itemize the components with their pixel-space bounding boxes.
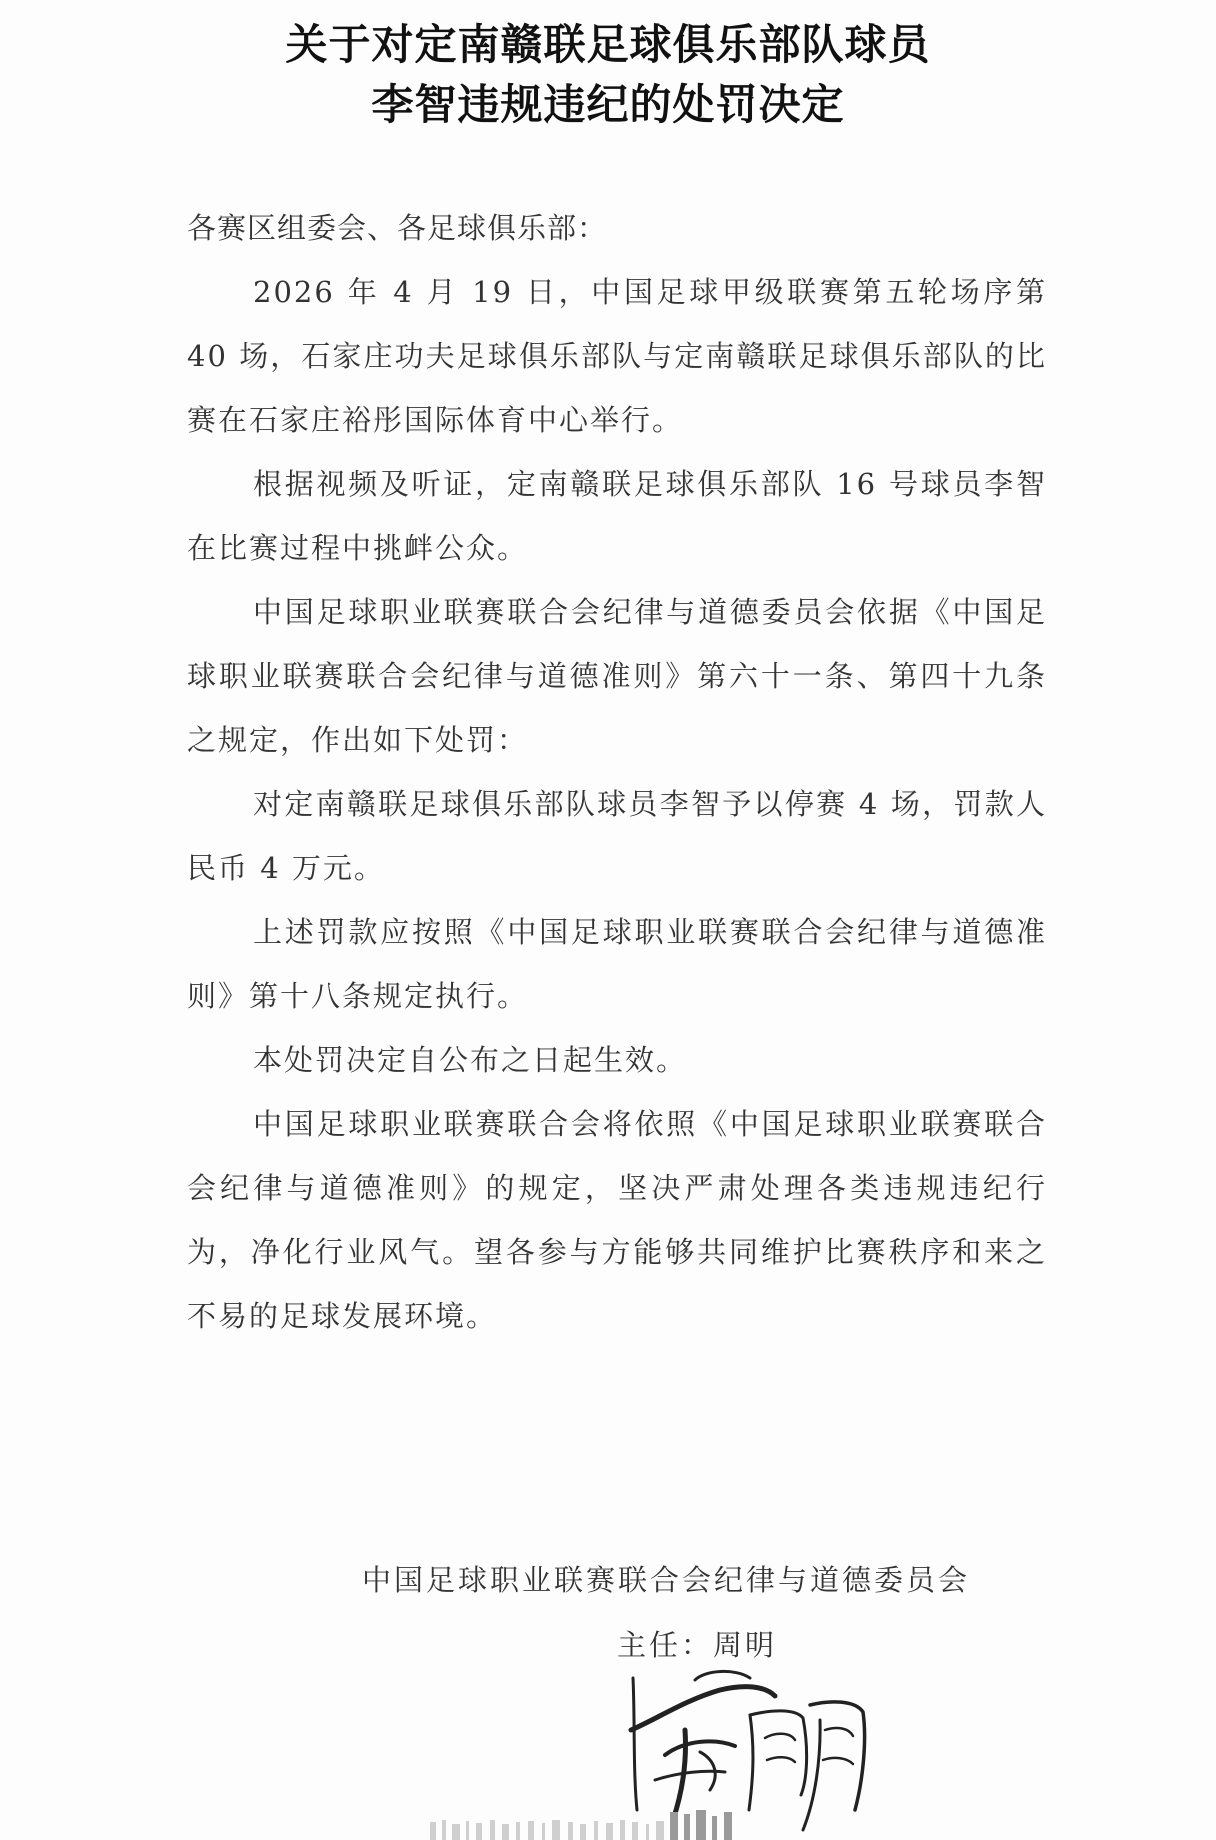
document-body	[187, 196, 1047, 1348]
paragraph-fine-execution: 上述罚款应按照《中国足球职业联赛联合会纪律与道德准则》第十八条规定执行。	[187, 915, 1047, 1013]
stamp-fragment-icon	[420, 1800, 820, 1840]
issuer-name: 中国足球职业联赛联合会纪律与道德委员会	[362, 1563, 971, 1597]
director-name: 主任：周明	[617, 1628, 778, 1662]
document-title-line-1: 关于对定南赣联足球俱乐部队球员	[285, 20, 931, 69]
paragraph-penalty: 对定南赣联足球俱乐部队球员李智予以停赛 4 场，罚款人民币 4 万元。	[187, 787, 1047, 885]
document-title-line-2: 李智违规违纪的处罚决定	[371, 80, 845, 129]
paragraph-legal-basis: 中国足球职业联赛联合会纪律与道德委员会依据《中国足球职业联赛联合会纪律与道德准则》第六十一条、第四十九条之规定，作出如下处罚：	[187, 595, 1047, 757]
salutation: 各赛区组委会、各足球俱乐部：	[187, 211, 608, 245]
paragraph-match-info: 2026 年 4 月 19 日，中国足球甲级联赛第五轮场序第 40 场，石家庄功夫足球俱乐部队与定南赣联足球俱乐部队的比赛在石家庄裕彤国际体育中心举行。	[187, 275, 1047, 437]
paragraph-violation: 根据视频及听证，定南赣联足球俱乐部队 16 号球员李智在比赛过程中挑衅公众。	[187, 467, 1047, 565]
paragraph-closing: 中国足球职业联赛联合会将依照《中国足球职业联赛联合会纪律与道德准则》的规定，坚决严肃处理各类违规违纪行为，净化行业风气。望各参与方能够共同维护比赛秩序和来之不易的足球发展环境。	[187, 1107, 1047, 1333]
paragraph-effective: 本处罚决定自公布之日起生效。	[253, 1043, 688, 1077]
